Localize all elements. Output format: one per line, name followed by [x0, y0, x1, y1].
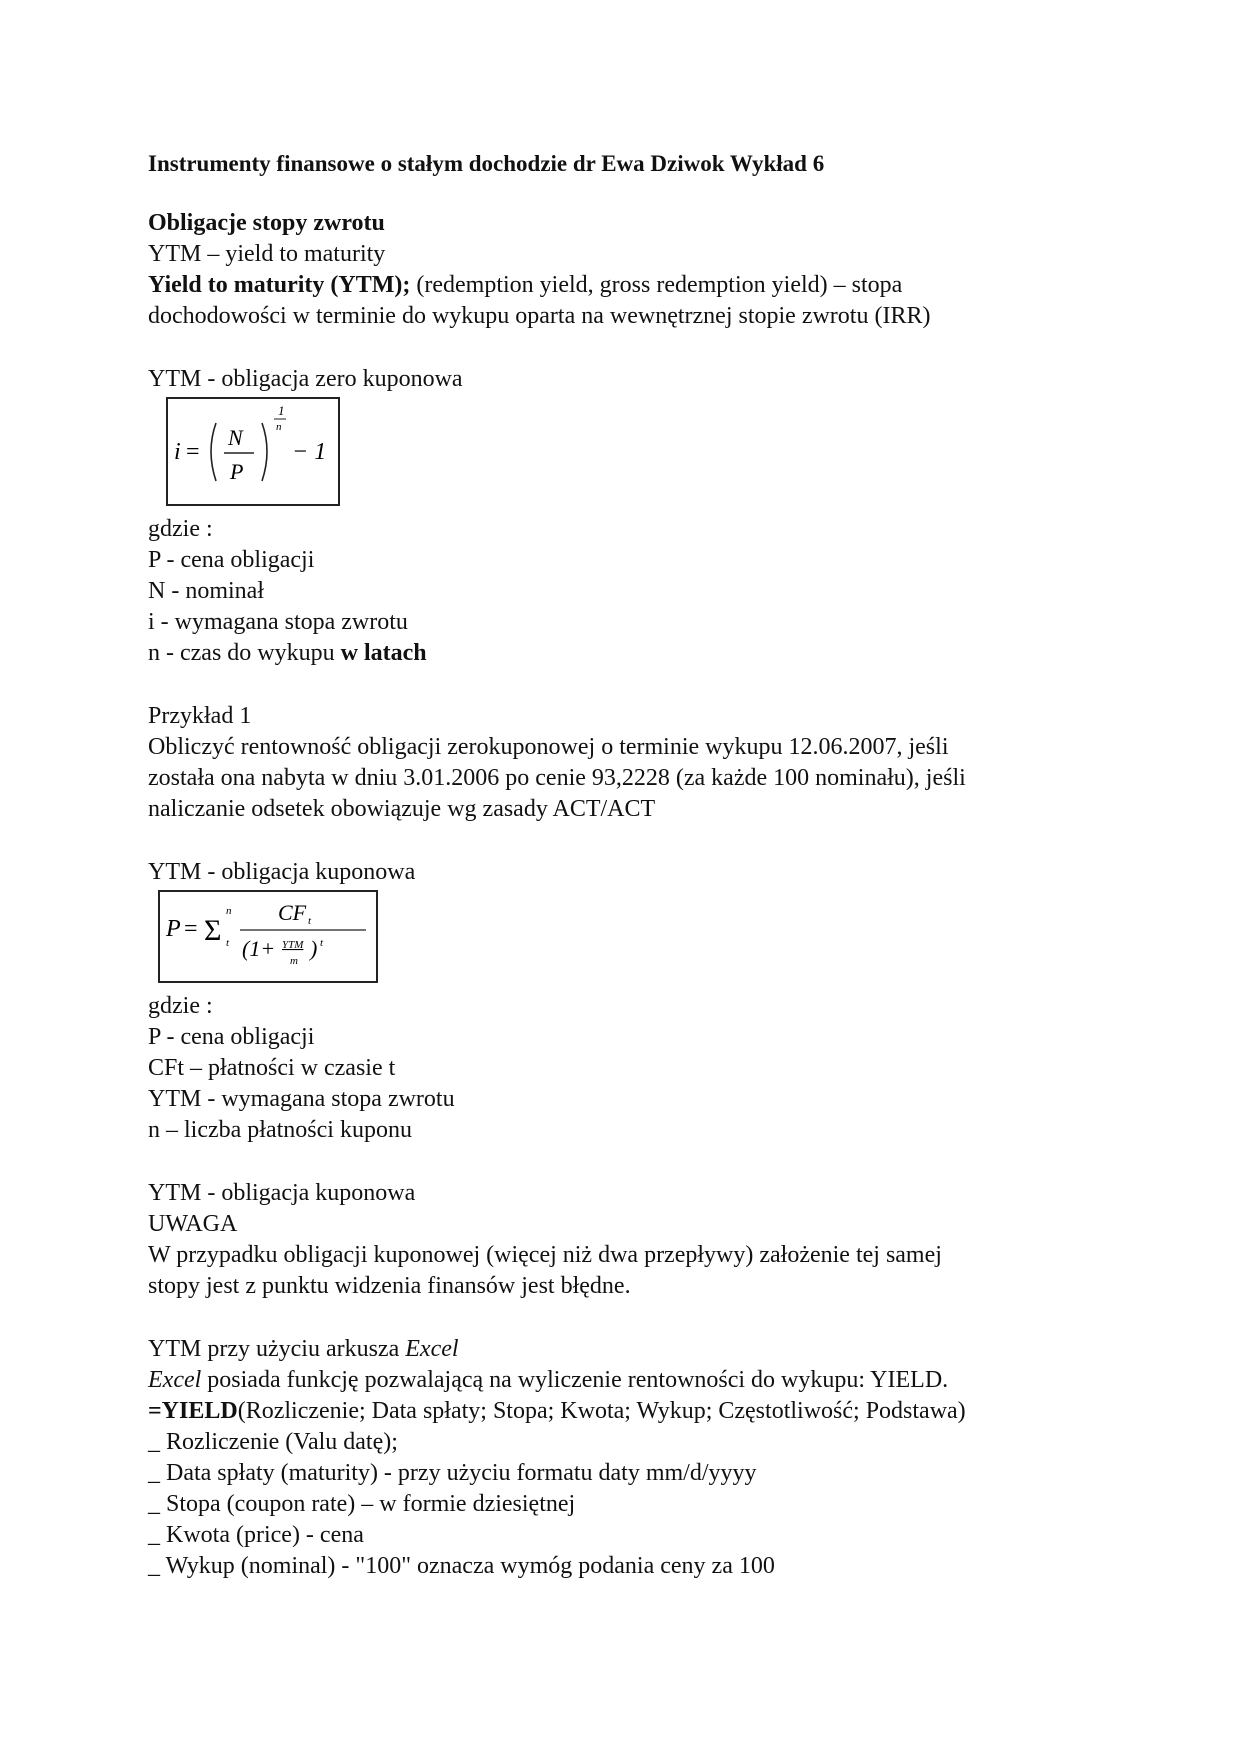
formula-exp-den: n [276, 421, 282, 433]
ytm-line: YTM – yield to maturity [148, 241, 386, 267]
example-line-2: została ona nabyta w dniu 3.01.2006 po cenie 93,2228 (za każde 100 nominału), jeśli [148, 765, 966, 791]
coupon-formula-sum: Σ [204, 914, 222, 947]
excel-line-1 [148, 1365, 1108, 1396]
coupon-def-n: n – liczba płatności kuponu [148, 1117, 412, 1143]
coupon-formula-cf: CF [278, 900, 307, 925]
coupon-formula-svg [160, 892, 376, 976]
excel-heading-italic: Excel [405, 1336, 459, 1362]
excel-heading [148, 1334, 1108, 1365]
zero-coupon-formula-svg [168, 399, 338, 499]
coupon-formula-lhs: P [166, 916, 181, 942]
coupon-formula-den-open: (1+ [242, 936, 276, 961]
coupon-def-ytm: YTM - wymagana stopa zwrotu [148, 1086, 455, 1112]
excel-param-4: _ Kwota (price) - cena [148, 1522, 364, 1548]
formula-denominator: P [230, 459, 244, 484]
coupon-formula [158, 890, 378, 983]
coupon-def-p: P - cena obligacji [148, 1024, 315, 1050]
def-i: i - wymagana stopa zwrotu [148, 609, 408, 635]
ytm-definition [148, 270, 1108, 301]
example-line-3: naliczanie odsetek obowiązuje wg zasady ACT/ACT [148, 796, 656, 822]
excel-param-5: _ Wykup (nominal) - "100" oznacza wymóg podania ceny za 100 [148, 1553, 775, 1579]
def-time [148, 638, 1108, 669]
coupon-formula-sum-bottom: t [226, 937, 230, 949]
excel-function-signature [148, 1396, 1108, 1427]
excel-function-name: =YIELD [148, 1398, 238, 1424]
excel-line-1-italic: Excel [148, 1367, 202, 1393]
document-page [148, 148, 1108, 1582]
note-label: UWAGA [148, 1211, 238, 1237]
coupon-formula-sum-top: n [226, 905, 232, 917]
coupon-where-label: gdzie : [148, 993, 213, 1019]
note-heading: YTM - obligacja kuponowa [148, 1180, 416, 1206]
formula-lhs: i [174, 439, 181, 465]
coupon-formula-den-close: ) [310, 936, 318, 961]
excel-param-1: _ Rozliczenie (Valu datę); [148, 1429, 398, 1455]
example-title: Przykład 1 [148, 703, 252, 729]
excel-param-2: _ Data spłaty (maturity) - przy użyciu formatu daty mm/d/yyyy [148, 1460, 757, 1486]
zero-coupon-heading: YTM - obligacja zero kuponowa [148, 366, 463, 392]
note-line-1: W przypadku obligacji kuponowej (więcej niż dwa przepływy) założenie tej samej [148, 1242, 942, 1268]
excel-heading-text: YTM przy użyciu arkusza [148, 1336, 406, 1362]
coupon-def-cft: CFt – płatności w czasie t [148, 1055, 396, 1081]
def-n: N - nominał [148, 578, 264, 604]
coupon-formula-m: m [290, 955, 298, 967]
coupon-formula-eq: = [184, 916, 198, 942]
ytm-definition-term: Yield to maturity (YTM); [148, 272, 411, 298]
note-line-2: stopy jest z punktu widzenia finansów jest błędne. [148, 1273, 631, 1299]
def-time-text: n - czas do wykupu [148, 640, 341, 666]
excel-function-args: (Rozliczenie; Data spłaty; Stopa; Kwota; Wykup; Częstotliwość; Podstawa) [237, 1398, 966, 1424]
coupon-formula-den-exp: t [320, 937, 324, 949]
def-time-bold: w latach [340, 640, 427, 666]
example-line-1: Obliczyć rentowność obligacji zerokuponowej o terminie wykupu 12.06.2007, jeśli [148, 734, 949, 760]
coupon-formula-ytm: YTM [282, 939, 304, 951]
section-heading: Obligacje stopy zwrotu [148, 210, 385, 236]
coupon-heading: YTM - obligacja kuponowa [148, 859, 416, 885]
formula-minus-one: − 1 [292, 439, 327, 465]
def-p: P - cena obligacji [148, 547, 315, 573]
formula-exp-num: 1 [278, 403, 285, 418]
formula-eq: = [186, 439, 200, 465]
ytm-definition-line-2: dochodowości w terminie do wykupu oparta na wewnętrznej stopie zwrotu (IRR) [148, 303, 931, 329]
ytm-definition-text: (redemption yield, gross redemption yield) – stopa [410, 272, 903, 298]
formula-numerator: N [228, 425, 243, 450]
excel-line-1-text: posiada funkcję pozwalającą na wyliczenie rentowności do wykupu: YIELD. [201, 1367, 949, 1393]
excel-param-3: _ Stopa (coupon rate) – w formie dziesiętnej [148, 1491, 576, 1517]
coupon-formula-cf-sub: t [308, 915, 312, 927]
zero-coupon-formula [166, 397, 340, 506]
document-title: Instrumenty finansowe o stałym dochodzie dr Ewa Dziwok Wykład 6 [148, 151, 825, 176]
where-label: gdzie : [148, 516, 213, 542]
